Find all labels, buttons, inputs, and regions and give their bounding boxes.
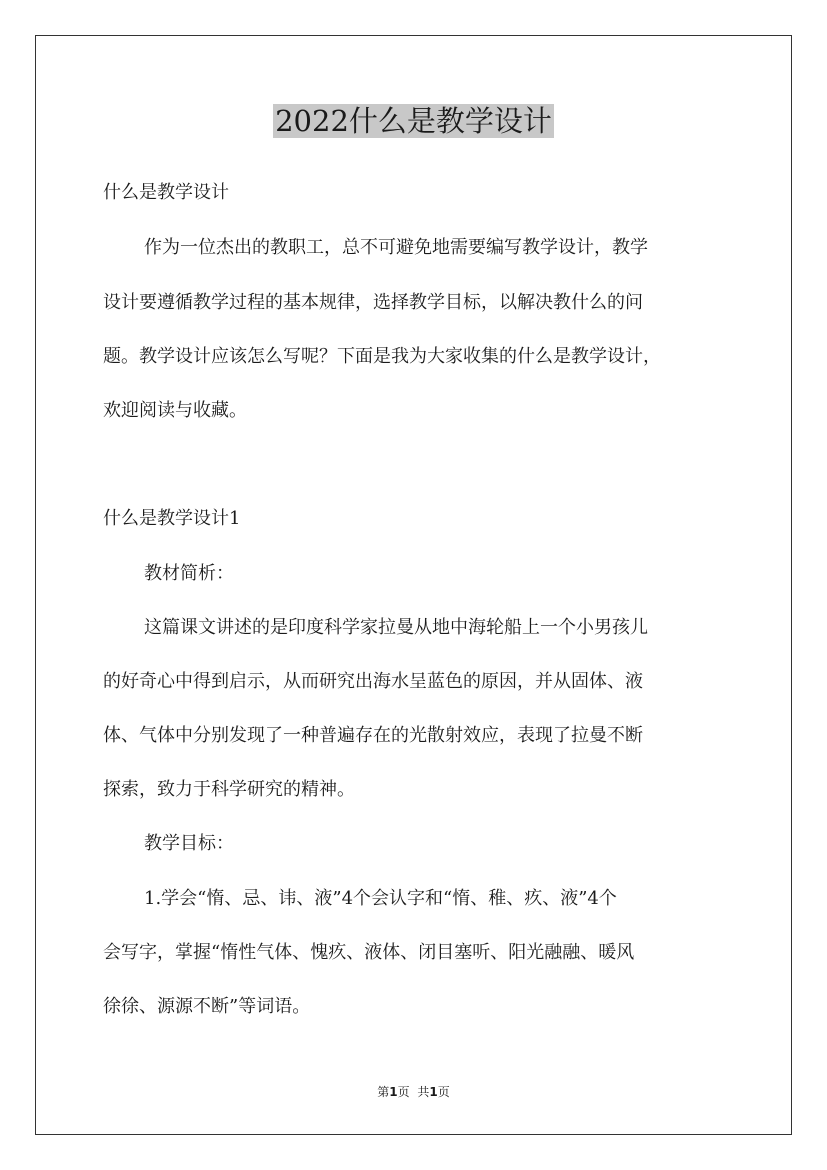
paragraph-line: 的好奇心中得到启示，从而研究出海水呈蓝色的原因，并从固体、液 <box>103 671 643 692</box>
paragraph-line: 徐徐、源源不断”等词语。 <box>103 996 311 1017</box>
section-heading-intro: 什么是教学设计 <box>103 182 229 203</box>
footer-page-number: 1 <box>389 1085 398 1099</box>
paragraph-line: 探索，致力于科学研究的精神。 <box>103 779 355 800</box>
paragraph-line: 作为一位杰出的教职工，总不可避免地需要编写教学设计，教学 <box>144 237 648 258</box>
page-footer <box>0 1084 827 1100</box>
paragraph-line: 会写字，掌握“惰性气体、愧疚、液体、闭目塞听、阳光融融、暖风 <box>103 942 635 963</box>
paragraph-line: 体、气体中分别发现了一种普遍存在的光散射效应，表现了拉曼不断 <box>103 725 643 746</box>
footer-total-prefix: 共 <box>417 1085 430 1099</box>
footer-page-suffix: 页 <box>397 1085 410 1099</box>
paragraph-line: 题。教学设计应该怎么写呢？下面是我为大家收集的什么是教学设计， <box>103 346 661 367</box>
document-title <box>0 101 827 141</box>
footer-total-pages: 1 <box>429 1085 438 1099</box>
paragraph-line: 欢迎阅读与收藏。 <box>103 400 247 421</box>
subheading-textbook-analysis: 教材简析： <box>144 563 234 584</box>
footer-page-prefix: 第 <box>377 1085 390 1099</box>
document-title-text: 2022什么是教学设计 <box>275 104 552 138</box>
paragraph-line: 这篇课文讲述的是印度科学家拉曼从地中海轮船上一个小男孩儿 <box>144 617 648 638</box>
paragraph-line: 设计要遵循教学过程的基本规律，选择教学目标，以解决教什么的问 <box>103 292 643 313</box>
section-heading-1: 什么是教学设计1 <box>103 508 241 529</box>
subheading-teaching-goals: 教学目标： <box>144 833 234 854</box>
paragraph-line: 1.学会“惰、忌、讳、液”4个会认字和“惰、稚、疚、液”4个 <box>144 888 617 909</box>
footer-total-suffix: 页 <box>437 1085 450 1099</box>
